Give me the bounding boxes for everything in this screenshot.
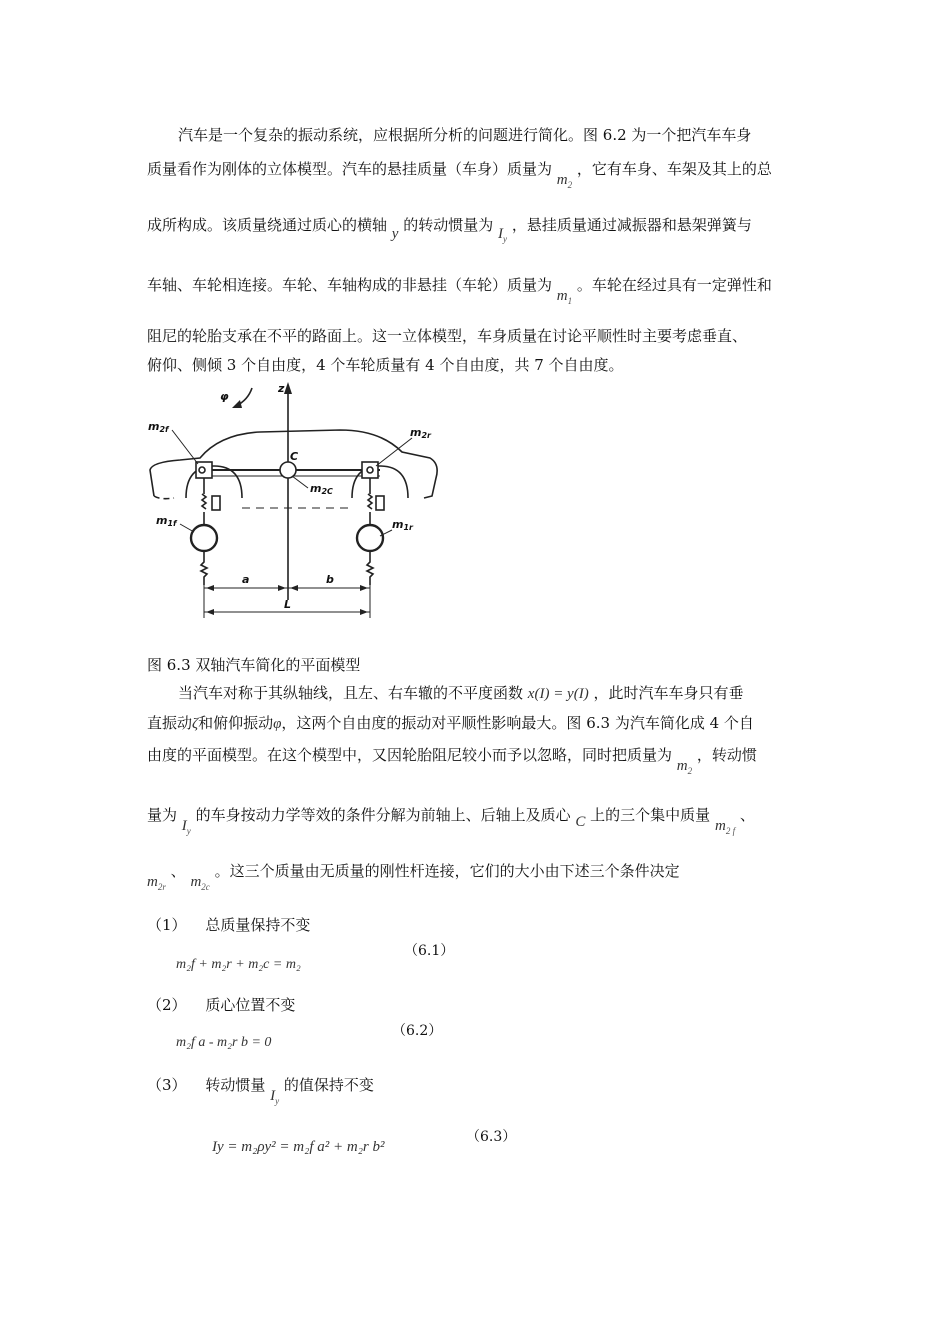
text: 、 bbox=[739, 806, 755, 824]
label-a: a bbox=[242, 573, 250, 586]
label-m2f bbox=[148, 420, 170, 434]
math-Iy bbox=[498, 226, 507, 242]
condition-number: （2） bbox=[147, 996, 187, 1014]
equation-number-6-2: （6.2） bbox=[392, 1023, 443, 1039]
text: 和俯仰振动 bbox=[198, 714, 274, 732]
math-y: y bbox=[391, 226, 399, 242]
vehicle-model-figure bbox=[140, 378, 460, 628]
m: m bbox=[392, 518, 404, 531]
front-wheel bbox=[191, 525, 217, 551]
I: I bbox=[270, 1088, 276, 1104]
I: I bbox=[181, 818, 187, 834]
label-C: C bbox=[290, 450, 299, 463]
text: 成所构成。该质量绕通过质心的横轴 bbox=[147, 216, 388, 234]
m: m bbox=[714, 818, 726, 834]
math-m2f bbox=[715, 818, 735, 834]
m: m bbox=[556, 172, 568, 188]
condition-3 bbox=[147, 1074, 807, 1106]
m: m bbox=[147, 874, 158, 890]
figure-caption: 图 6.3 双轴汽车简化的平面模型 bbox=[147, 656, 361, 674]
math-Iy bbox=[182, 818, 191, 834]
sub: 1r bbox=[403, 523, 413, 532]
condition-text: 的值保持不变 bbox=[283, 1076, 374, 1094]
equation-number-6-3: （6.3） bbox=[466, 1129, 517, 1145]
condition-text: 总质量保持不变 bbox=[205, 916, 311, 934]
para2-line4 bbox=[147, 804, 807, 836]
text: 当汽车对称于其纵轴线，且左、右车辙的不平度函数 bbox=[178, 684, 524, 702]
text: ，转动惯 bbox=[696, 746, 757, 764]
condition-1 bbox=[147, 914, 807, 936]
sub: 1 bbox=[567, 296, 573, 306]
math-phi: φ bbox=[273, 716, 282, 732]
text: ，它有车身、车架及其上的总 bbox=[576, 160, 772, 178]
text: ，此时汽车车身只有垂 bbox=[593, 684, 744, 702]
label-b: b bbox=[326, 573, 334, 586]
para1-line3 bbox=[147, 214, 807, 244]
label-m2C bbox=[310, 482, 333, 496]
m: m bbox=[190, 874, 202, 890]
math-m2r bbox=[147, 874, 166, 890]
text: 的车身按动力学等效的条件分解为前轴上、后轴上及质心 bbox=[195, 806, 571, 824]
condition-number: （3） bbox=[147, 1076, 187, 1094]
text: 。这三个质量由无质量的刚性杆连接，它们的大小由下述三个条件决定 bbox=[214, 862, 680, 880]
sub: 2c bbox=[201, 882, 210, 892]
m2c-mass bbox=[280, 462, 296, 478]
m: m bbox=[410, 426, 422, 439]
I: I bbox=[498, 226, 504, 242]
math-m1 bbox=[557, 288, 572, 304]
text: 车轴、车轮相连接。车轮、车轴构成的非悬挂（车轮）质量为 bbox=[147, 276, 553, 294]
sub: y bbox=[186, 826, 191, 836]
condition-number: （1） bbox=[147, 916, 187, 934]
para1-line4 bbox=[147, 274, 807, 306]
label-m1f bbox=[156, 514, 178, 528]
math-fx: x(I) = y(I) bbox=[527, 686, 589, 702]
text: 。车轮在经过具有一定弹性和 bbox=[576, 276, 772, 294]
para2-line5 bbox=[147, 860, 807, 892]
label-L: L bbox=[284, 598, 292, 611]
equation-6-3: Iy = m₂ρy² = m₂f a² + m₂r b² bbox=[212, 1139, 385, 1155]
sub: 2C bbox=[321, 487, 333, 496]
math-m2 bbox=[557, 172, 572, 188]
math-Iy bbox=[270, 1088, 279, 1104]
label-phi: φ bbox=[220, 390, 229, 403]
text: 的转动惯量为 bbox=[403, 216, 494, 234]
para1-line1: 汽车是一个复杂的振动系统，应根据所分析的问题进行简化。图 6.2 为一个把汽车车身 bbox=[178, 126, 752, 144]
sub: 2 f bbox=[725, 826, 736, 836]
text: 直振动 bbox=[147, 714, 193, 732]
sub: y bbox=[503, 234, 508, 244]
text: 上的三个集中质量 bbox=[590, 806, 711, 824]
m: m bbox=[310, 482, 322, 495]
condition-2 bbox=[147, 994, 807, 1016]
equation-6-1: m₂f + m₂r + m₂c = m₂ bbox=[176, 957, 301, 972]
m: m bbox=[156, 514, 168, 527]
text: ，悬挂质量通过减振器和悬架弹簧与 bbox=[511, 216, 752, 234]
text: 量为 bbox=[147, 806, 178, 824]
sub: 2r bbox=[157, 882, 166, 892]
sub: 2 bbox=[567, 180, 573, 190]
condition-text: 质心位置不变 bbox=[205, 996, 296, 1014]
sub: y bbox=[275, 1096, 280, 1106]
sub: 2r bbox=[421, 431, 431, 440]
para1-line2 bbox=[147, 158, 807, 190]
m: m bbox=[148, 420, 160, 433]
m: m bbox=[556, 288, 568, 304]
m: m bbox=[676, 758, 688, 774]
label-z: z bbox=[278, 382, 285, 395]
m2r-block bbox=[362, 462, 378, 478]
label-m2r bbox=[410, 426, 432, 440]
label-m1r bbox=[392, 518, 414, 532]
condition-text: 转动惯量 bbox=[205, 1076, 266, 1094]
text: 、 bbox=[170, 862, 186, 880]
sub: 1f bbox=[167, 519, 177, 528]
sub: 2f bbox=[159, 425, 169, 434]
text: 质量看作为刚体的立体模型。汽车的悬挂质量（车身）质量为 bbox=[147, 160, 553, 178]
para1-line6: 俯仰、侧倾 3 个自由度，4 个车轮质量有 4 个自由度，共 7 个自由度。 bbox=[147, 356, 624, 374]
math-m2 bbox=[677, 758, 692, 774]
para2-line3 bbox=[147, 744, 807, 776]
text: ，这两个自由度的振动对平顺性影响最大。图 6.3 为汽车简化成 4 个自 bbox=[281, 714, 754, 732]
para1-line5: 阻尼的轮胎支承在不平的路面上。这一立体模型，车身质量在讨论平顺性时主要考虑垂直、 bbox=[147, 327, 748, 345]
equation-6-2: m₂f a - m₂r b = 0 bbox=[176, 1035, 272, 1050]
para2-line2 bbox=[147, 712, 807, 735]
sub: 2 bbox=[687, 766, 693, 776]
text: 由度的平面模型。在这个模型中，又因轮胎阻尼较小而予以忽略，同时把质量为 bbox=[147, 746, 673, 764]
math-zeta: ζ bbox=[192, 716, 199, 732]
equation-number-6-1: （6.1） bbox=[404, 943, 455, 959]
rear-wheel bbox=[357, 525, 383, 551]
math-C: C bbox=[575, 814, 586, 830]
para2-line1 bbox=[178, 682, 838, 705]
math-m2c bbox=[190, 874, 209, 890]
